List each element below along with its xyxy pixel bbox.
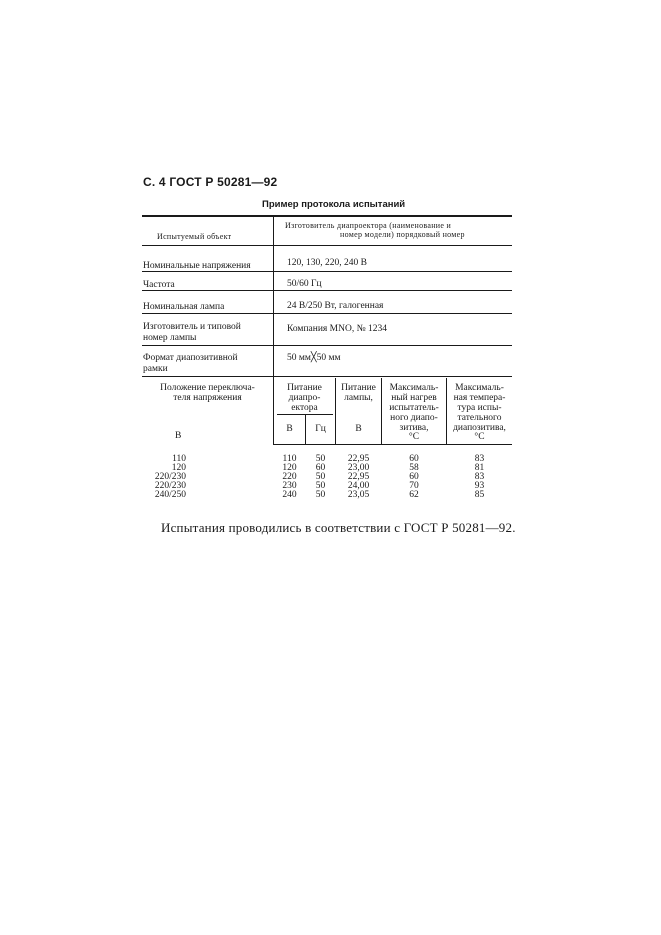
switch-header-line1: Положение переключа- [160, 383, 255, 393]
cell-lamp-v: 24,00 [347, 481, 370, 491]
column-header-manufacturer-line1: Изготовитель диапроектора (наименование и [285, 221, 452, 230]
row-label-frequency: Частота [143, 280, 175, 290]
cell-supply-v: 120 [282, 463, 297, 473]
cell-temp: 93 [474, 481, 485, 491]
cell-lamp-v: 23,05 [347, 490, 370, 500]
page-header: С. 4 ГОСТ Р 50281—92 [143, 175, 278, 189]
supply-header-line3: ектора [291, 403, 318, 413]
cell-supply-hz: 50 [315, 472, 326, 482]
row-label-lamp-maker-line1: Изготовитель и типовой [143, 322, 241, 332]
table-top-rule [142, 215, 512, 217]
row-label-lamp: Номинальная лампа [143, 302, 225, 312]
cell-heat: 70 [409, 481, 419, 491]
column-header-manufacturer-line2: номер модели) порядковый номер [340, 230, 465, 239]
cell-supply-v: 240 [282, 490, 297, 500]
cell-switch: 220/230 [154, 481, 186, 491]
cell-supply-hz: 50 [315, 481, 326, 491]
table-head-rule [142, 245, 512, 246]
cell-supply-hz: 50 [315, 454, 326, 464]
cell-temp: 83 [474, 454, 485, 464]
cell-temp: 83 [474, 472, 485, 482]
cell-heat: 58 [409, 463, 419, 473]
row-value-lamp-maker: Компания MNO, № 1234 [287, 324, 388, 334]
cell-lamp-v: 23,00 [347, 463, 370, 473]
row-value-frequency: 50/60 Гц [287, 279, 322, 289]
row-rule [142, 290, 512, 291]
supply-header-line1: Питание [287, 383, 322, 393]
cell-lamp-v: 22,95 [347, 472, 370, 482]
heat-header-line1: Максималь- [389, 383, 439, 393]
row-rule [142, 376, 512, 377]
cell-heat: 60 [409, 472, 419, 482]
table-subhead-rule [273, 444, 512, 445]
temp-header-unit: °С [474, 432, 485, 442]
temp-header-line5: диапозитива, [453, 423, 506, 433]
switch-header-unit: В [175, 431, 182, 441]
cell-supply-v: 110 [282, 454, 297, 464]
cell-switch: 120 [171, 463, 186, 473]
heat-header-line4: ного диапо- [390, 413, 438, 423]
cell-supply-v: 220 [282, 472, 297, 482]
heat-header-line3: испытатель- [389, 403, 439, 413]
cell-supply-hz: 50 [315, 490, 326, 500]
row-value-lamp: 24 В/250 Вт, галогенная [287, 301, 384, 311]
table-title: Пример протокола испытаний [262, 199, 406, 210]
row-label-frame-line1: Формат диапозитивной [143, 353, 238, 363]
cell-lamp-v: 22,95 [347, 454, 370, 464]
temp-header-line3: тура испы- [457, 403, 502, 413]
row-rule [142, 345, 512, 346]
cell-heat: 60 [409, 454, 419, 464]
row-rule [142, 313, 512, 314]
supply-inner-divider [305, 414, 306, 444]
temp-header-line2: ная темпера- [453, 393, 506, 403]
cell-switch: 240/250 [154, 490, 186, 500]
row-rule [142, 271, 512, 272]
supply-header-unit-v: В [286, 424, 293, 434]
lamp-header-line1: Питание [341, 383, 376, 393]
heat-header-line2: ный нагрев [391, 393, 437, 403]
switch-header-line2: теля напряжения [173, 393, 242, 403]
row-value-frame: 50 мм╳50 мм [287, 353, 341, 363]
heat-header-unit: °С [408, 432, 420, 442]
lamp-header-unit: В [355, 424, 362, 434]
heat-header-line5: зитива, [399, 423, 429, 433]
cell-temp: 81 [474, 463, 485, 473]
footer-note: Испытания проводились в соответствии с ГОСТ Р 50281—92. [161, 520, 516, 535]
temp-header-line1: Максималь- [455, 383, 504, 393]
supply-header-unit-hz: Гц [315, 424, 326, 434]
cell-switch: 220/230 [154, 472, 186, 482]
row-label-voltages: Номинальные напряжения [143, 261, 251, 271]
cell-temp: 85 [474, 490, 485, 500]
column-header-object: Испытуемый объект [157, 232, 232, 241]
row-value-voltages: 120, 130, 220, 240 В [287, 258, 367, 268]
row-label-lamp-maker-line2: номер лампы [143, 333, 197, 343]
cell-switch: 110 [172, 454, 186, 464]
cell-supply-v: 230 [282, 481, 297, 491]
row-label-frame-line2: рамки [143, 364, 168, 374]
lamp-header-line2: лампы, [344, 393, 373, 403]
cell-heat: 62 [409, 490, 419, 500]
cell-supply-hz: 60 [315, 463, 326, 473]
temp-header-line4: тательного [457, 413, 502, 423]
supply-header-line2: диапро- [288, 393, 321, 403]
